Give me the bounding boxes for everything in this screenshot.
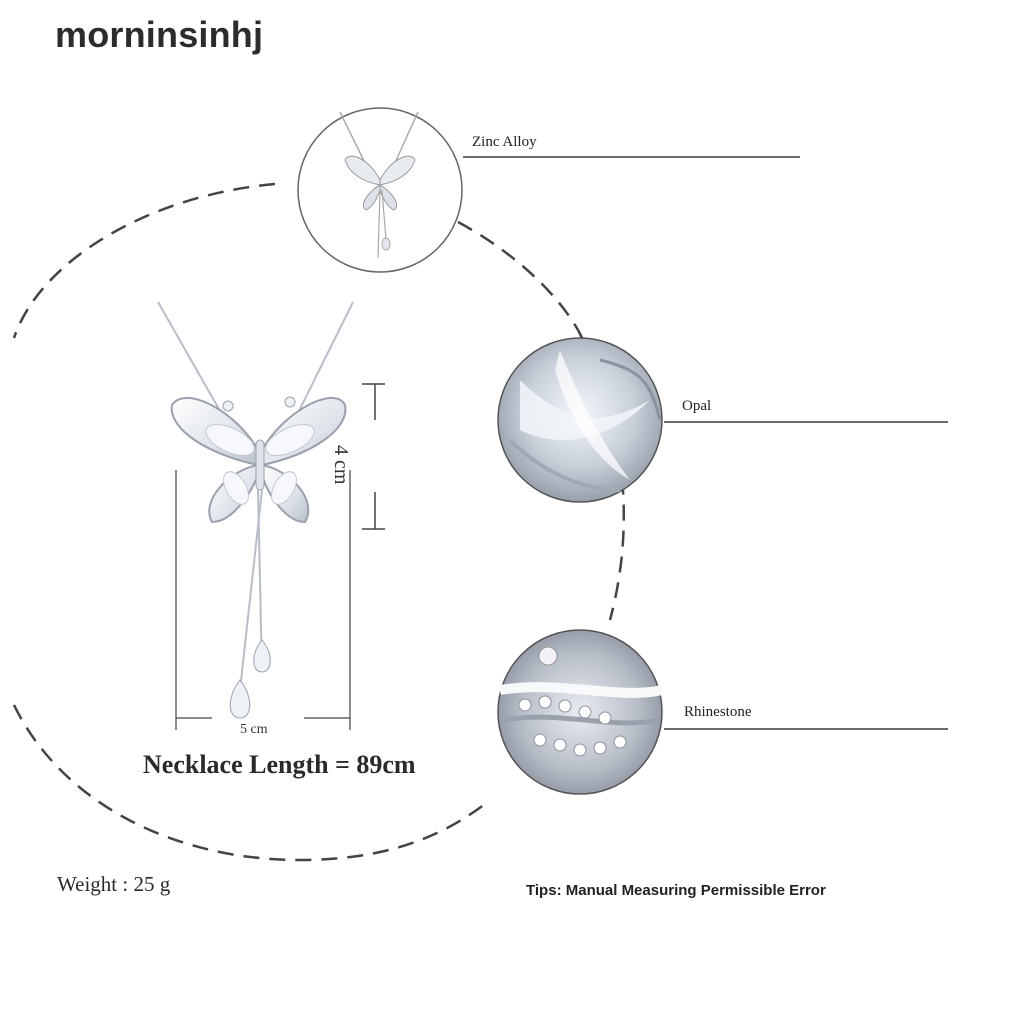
height-dimension bbox=[362, 384, 385, 529]
width-label: 5 cm bbox=[240, 722, 268, 737]
weight-text: Weight : 25 g bbox=[57, 872, 171, 896]
height-label: 4 cm bbox=[330, 445, 352, 485]
label-opal: Opal bbox=[682, 398, 712, 414]
rhinestone-detail bbox=[498, 630, 662, 794]
dashed-arc-left bbox=[14, 184, 275, 338]
watermark-text: morninsinhj bbox=[55, 14, 264, 55]
opal-detail bbox=[498, 338, 662, 502]
zinc-alloy-detail bbox=[298, 108, 462, 272]
necklace-length: Necklace Length = 89cm bbox=[143, 750, 416, 779]
butterfly-necklace bbox=[158, 302, 353, 718]
width-dimension bbox=[176, 470, 350, 730]
label-rhinestone: Rhinestone bbox=[684, 704, 752, 720]
tips-text: Tips: Manual Measuring Permissible Error bbox=[526, 882, 826, 899]
label-zinc-alloy: Zinc Alloy bbox=[472, 134, 537, 150]
dashed-arc-top-right bbox=[458, 222, 578, 330]
